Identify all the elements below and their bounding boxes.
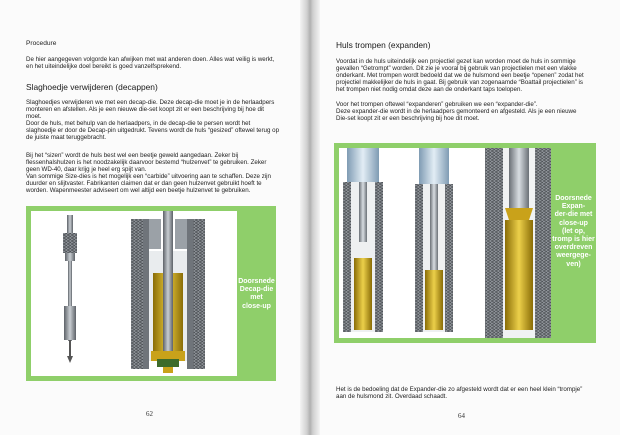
- para1-line-2: monteren en afstellen. Als je een nieuwe die-set koopt zit er een beschrijving bij hoe dit: [26, 106, 265, 113]
- expander-closeup: [485, 148, 551, 338]
- para2-line-1: Bij het “sizen” wordt de huls best wel een beetje geweld aangedaan. Zeker bij: [26, 152, 239, 159]
- r-para1-line-2: gevallen “Getrompt” worden. Dit zie je vooral bij gebruik van projectielen met een vlakke: [336, 65, 577, 72]
- footer-line-2: aan de hulsmond zit. Overdaad schaadt.: [336, 393, 448, 400]
- caption-line: close-up: [242, 302, 271, 310]
- caption-line: Doorsnede: [238, 278, 275, 285]
- intro-line-1: De hier aangegeven volgorde kan afwijken met wat anderen doen. Alles wat veilig is werkt,: [26, 56, 275, 63]
- decap-pin: [63, 215, 77, 363]
- para2-line-6: worden. Wapenmeester adviseert om wel altijd een beetje hulzenvet te gebruiken.: [26, 187, 251, 194]
- decap-die-illustration: [31, 211, 237, 376]
- expander-die-middle: [415, 148, 453, 332]
- decap-figure-caption: [237, 278, 276, 311]
- r-para1-line-3: onderkant. Met trompen wordt bedoeld dat we de hulsmond een beetje “openen” zodat het: [336, 72, 584, 79]
- r-para1-line-4: projectiel makkelijker de huls in gaat. Bij gebruik van zogenaamde “Boattail projectielen” is: [336, 79, 583, 86]
- intro-line-2: en het uiteindelijke doel bereikt is goed vanzelfsprekend.: [26, 63, 182, 70]
- caption-line: weergege-: [556, 252, 591, 260]
- expander-figure-caption: [551, 195, 596, 269]
- caption-line: Expan-: [561, 203, 586, 211]
- para2-line-4: Van sommige Size-dies is het mogelijk een “carbide” uitvoering aan te schaffen. Deze zijn: [26, 173, 271, 180]
- left-page: [0, 0, 308, 435]
- para2-line-2: flessenhalshulzen is het noodzakelijk daarvoor bestemd “hulzenvet” te gebruiken. Zeker: [26, 159, 267, 166]
- para1-line-4: Door de huls, met behulp van de herlaadpers, in de decap-die te persen wordt het: [26, 120, 251, 127]
- decap-figure: [26, 206, 276, 381]
- expander-figure-image: [339, 148, 551, 338]
- expander-die-left: [343, 148, 383, 332]
- r-para2-line-1: Voor het trompen oftewel “expanderen” gebruiken we een “expander-die”.: [336, 101, 538, 108]
- right-page: [312, 0, 620, 435]
- para2-line-5: duurder en slijtvaster. Fabrikanten claimen dat er dan geen hulzenvet gebruikt hoeft te: [26, 180, 262, 187]
- page-heading: Slaghoedje verwijderen (decappen): [26, 82, 158, 92]
- caption-line: Decap-die: [239, 286, 274, 294]
- die-body-section: [131, 211, 205, 373]
- caption-line: met: [250, 294, 263, 302]
- page-number-right: 64: [458, 412, 465, 420]
- para1-line-1: Slaghoedjes verwijderen we met een decap-die. Deze decap-die moet je in de herlaadpers: [26, 99, 275, 106]
- caption-line: overdreven: [554, 244, 593, 252]
- book-gutter: [300, 0, 320, 435]
- r-para1-line-1: Voordat in de huls uiteindelijk een projectiel gezet kan worden moet de huls in sommige: [336, 58, 576, 65]
- page-number-left: 62: [146, 410, 153, 418]
- para1-line-3: moet.: [26, 113, 42, 120]
- caption-line: der-die met: [554, 211, 593, 219]
- para1-line-5: slaghoedje er door de Decap-pin uitgedrukt. Tevens wordt de huls “gesized” oftewel terug op: [26, 127, 280, 134]
- para1-line-6: de juiste maat teruggebracht.: [26, 134, 107, 141]
- section-label: Procedure: [26, 40, 57, 47]
- expander-die-illustration: [339, 148, 551, 338]
- decap-figure-image: [31, 211, 237, 376]
- r-para2-line-3: Die-set koopt zit er een beschrijving bij hoe dit moet.: [336, 115, 480, 122]
- r-para2-line-2: Deze expander-die wordt in de herlaadpers gemonteerd en afgesteld. Als je een nieuwe: [336, 108, 577, 115]
- para2-line-3: geen WD-40, daar krijg je heel erg spijt van.: [26, 166, 147, 173]
- footer-line-1: Het is de bedoeling dat de Expander-die zo afgesteld wordt dat er een heel klein “trompje”: [336, 386, 583, 393]
- page-heading-right: Huls trompen (expanden): [336, 40, 431, 50]
- r-para1-line-5: het trompen niet nodig omdat deze aan de onderkant taps toelopen.: [336, 86, 523, 93]
- caption-line: tromp is hier: [552, 236, 595, 244]
- caption-line: Doorsnede: [555, 195, 592, 202]
- caption-line: ven): [566, 260, 581, 268]
- caption-line: close-up: [559, 219, 588, 227]
- caption-line: (let op,: [562, 227, 585, 235]
- expander-figure: [334, 143, 596, 343]
